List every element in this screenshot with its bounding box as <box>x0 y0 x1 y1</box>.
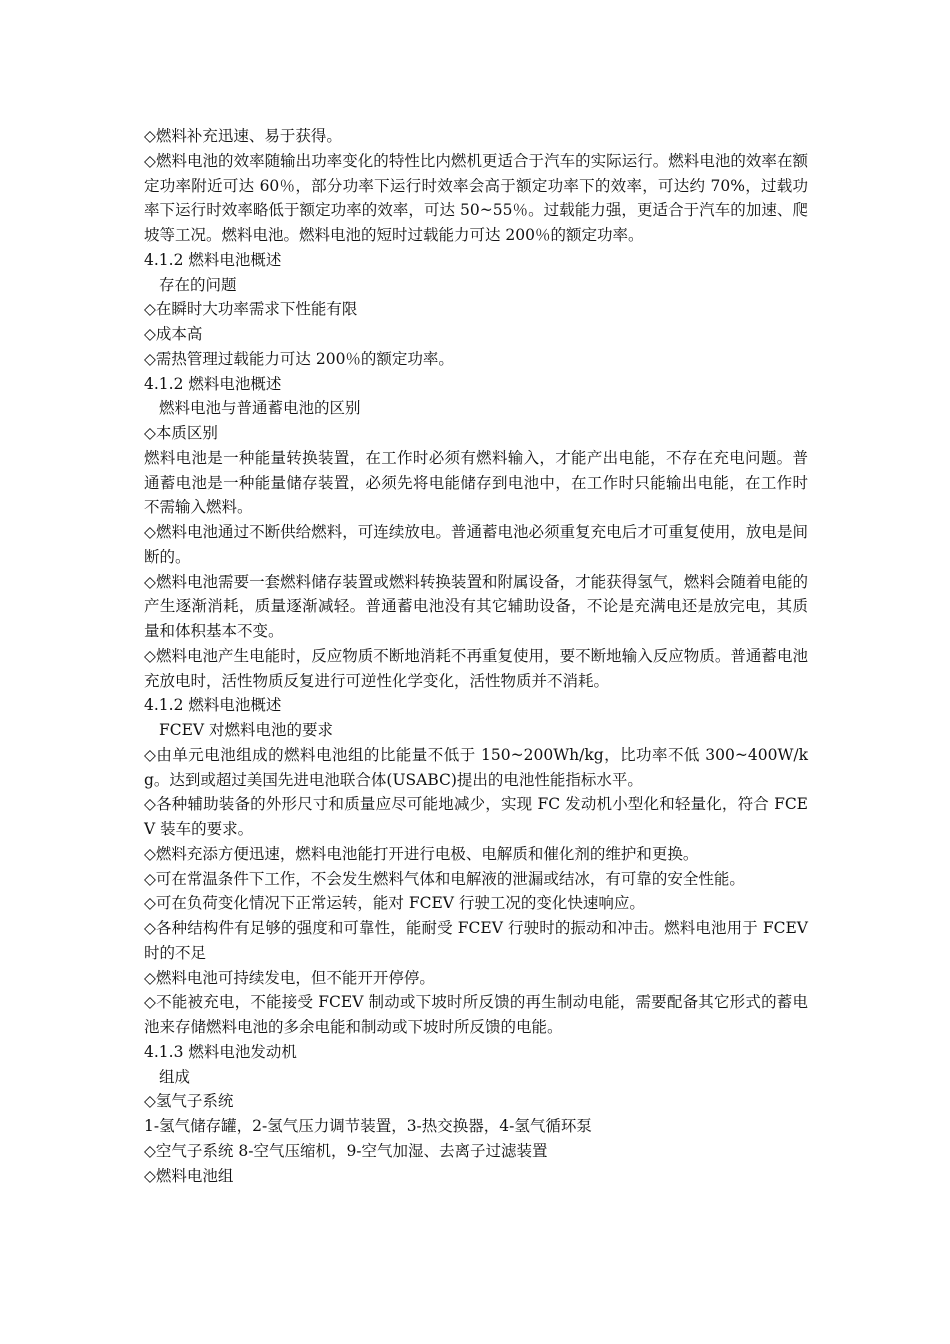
subheading: FCEV 对燃料电池的要求 <box>159 721 334 739</box>
bullet-paragraph: ◇由单元电池组成的燃料电池组的比能量不低于 150~200Wh/kg，比功率不低 300~400W/kg。达到或超过美国先进电池联合体(USABC)提出的电池性能指标水平。 <box>144 745 808 789</box>
bullet-paragraph: ◇燃料补充迅速、易于获得。 <box>144 127 342 145</box>
section-heading: 4.1.2 燃料电池概述 <box>144 250 282 269</box>
bullet-paragraph: ◇各种结构件有足够的强度和可靠性，能耐受 FCEV 行驶时的振动和冲击。燃料电池用于 FCEV 时的不足 <box>144 919 808 962</box>
bullet-paragraph: ◇可在负荷变化情况下正常运转，能对 FCEV 行驶工况的变化快速响应。 <box>144 894 645 913</box>
bullet-paragraph: ◇可在常温条件下工作，不会发生燃料气体和电解液的泄漏或结冰，有可靠的安全性能。 <box>144 869 745 888</box>
section-heading: 4.1.2 燃料电池概述 <box>144 374 282 393</box>
bullet-paragraph: ◇空气子系统 8-空气压缩机，9-空气加湿、去离子过滤装置 <box>144 1141 548 1160</box>
bullet-paragraph: ◇燃料充添方便迅速，燃料电池能打开进行电极、电解质和催化剂的维护和更换。 <box>144 844 699 863</box>
subheading: 燃料电池与普通蓄电池的区别 <box>159 399 361 418</box>
bullet-paragraph: ◇在瞬时大功率需求下性能有限 <box>144 300 358 319</box>
bullet-paragraph: ◇需热管理过载能力可达 200％的额定功率。 <box>144 349 454 368</box>
section-heading: 4.1.3 燃料电池发动机 <box>144 1042 297 1061</box>
bullet-paragraph: ◇燃料电池需要一套燃料储存装置或燃料转换装置和附属设备，才能获得氢气，燃料会随着电能的产生逐渐消耗，质量逐渐减轻。普通蓄电池没有其它辅助设备，不论是充满电还是放完电，其质量和体积基本不变。 <box>144 572 808 640</box>
bullet-paragraph: ◇各种辅助装备的外形尺寸和质量应尽可能地减少，实现 FC 发动机小型化和轻量化，符合 FCEV 装车的要求。 <box>144 795 808 838</box>
body-paragraph: 1-氢气储存罐，2-氢气压力调节装置，3-热交换器，4-氢气循环泵 <box>144 1117 592 1135</box>
bullet-paragraph: ◇氢气子系统 <box>144 1092 234 1111</box>
subheading: 存在的问题 <box>159 275 237 294</box>
bullet-paragraph: ◇本质区别 <box>144 424 218 442</box>
bullet-paragraph: ◇燃料电池可持续发电，但不能开开停停。 <box>144 968 435 987</box>
section-heading: 4.1.2 燃料电池概述 <box>144 696 282 715</box>
bullet-paragraph: ◇成本高 <box>144 325 203 343</box>
document-page <box>144 124 808 1188</box>
bullet-paragraph: ◇不能被充电，不能接受 FCEV 制动或下坡时所反馈的再生制动电能，需要配备其它形式的蓄电池来存储燃料电池的多余电能和制动或下坡时所反馈的电能。 <box>144 993 808 1036</box>
bullet-paragraph: ◇燃料电池通过不断供给燃料，可连续放电。普通蓄电池必须重复充电后才可重复使用，放电是间断的。 <box>144 523 808 566</box>
bullet-paragraph: ◇燃料电池产生电能时，反应物质不断地消耗不再重复使用，要不断地输入反应物质。普通蓄电池充放电时，活性物质反复进行可逆性化学变化，活性物质并不消耗。 <box>144 646 808 690</box>
bullet-paragraph: ◇燃料电池的效率随输出功率变化的特性比内燃机更适合于汽车的实际运行。燃料电池的效率在额定功率附近可达 60％，部分功率下运行时效率会高于额定功率下的效率，可达约 70%，过载功率下运行时效率略低于额定功率的效率，可达 50~55％。过载能力强，更适合于汽车的加速、爬坡等工况。燃料电池。燃料电池的短时过载能力可达 200％的额定功率。 <box>144 151 808 244</box>
body-paragraph: 燃料电池是一种能量转换装置，在工作时必须有燃料输入，才能产出电能，不存在充电问题。普通蓄电池是一种能量储存装置，必须先将电能储存到电池中，在工作时只能输出电能，在工作时不需输入燃料。 <box>144 448 808 517</box>
bullet-paragraph: ◇燃料电池组 <box>144 1166 234 1185</box>
subheading: 组成 <box>159 1067 191 1086</box>
